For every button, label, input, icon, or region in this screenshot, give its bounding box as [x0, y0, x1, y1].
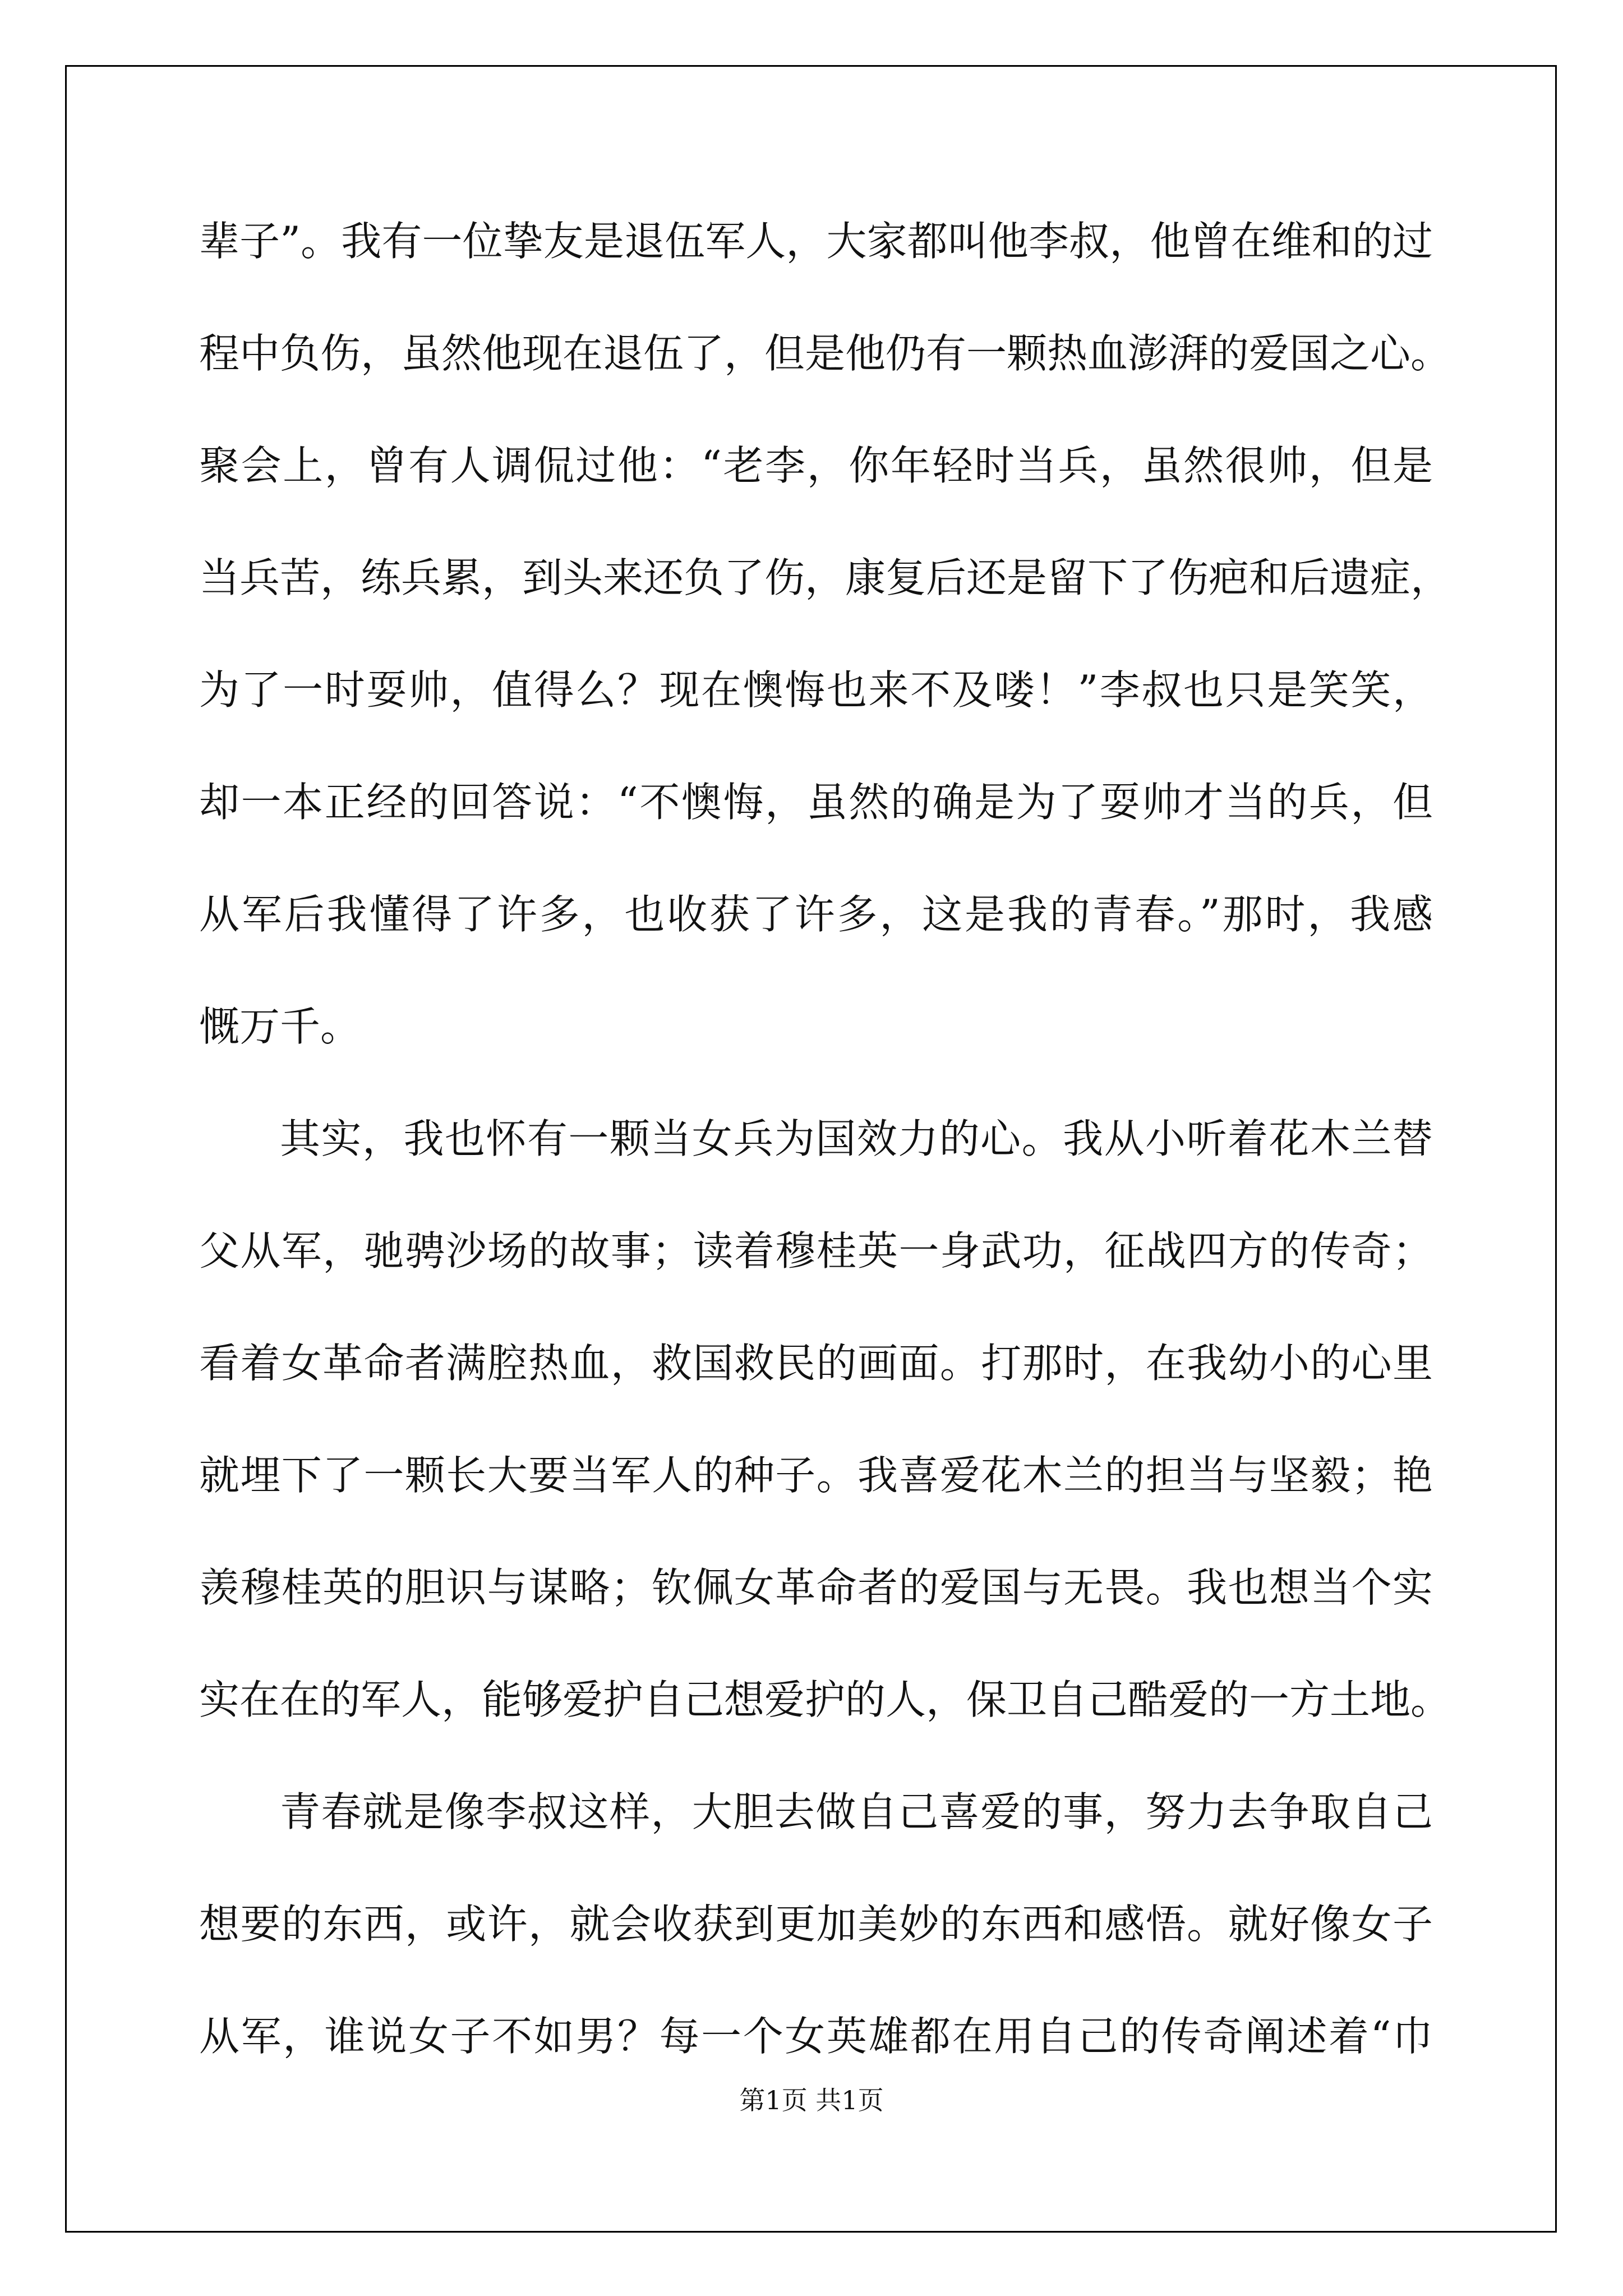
text-line-13: 羡穆桂英的胆识与谋略；钦佩女革命者的爱国与无畏。我也想当个实: [199, 1564, 1433, 1611]
text-line-10: 父从军，驰骋沙场的故事；读着穆桂英一身武功，征战四方的传奇；: [199, 1227, 1433, 1274]
text-line-12: 就埋下了一颗长大要当军人的种子。我喜爱花木兰的担当与坚毅；艳: [199, 1452, 1433, 1499]
text-line-11: 看着女革命者满腔热血，救国救民的画面。打那时，在我幼小的心里: [199, 1340, 1433, 1387]
text-line-7: 从军后我懂得了许多，也收获了许多，这是我的青春。”那时，我感: [199, 891, 1433, 938]
text-line-15: 青春就是像李叔这样，大胆去做自己喜爱的事，努力去争取自己: [280, 1788, 1433, 1835]
text-line-8: 慨万千。: [199, 1003, 361, 1050]
text-line-6: 却一本正经的回答说：“不懊悔，虽然的确是为了耍帅才当的兵，但: [199, 779, 1433, 826]
text-line-16: 想要的东西，或许，就会收获到更加美妙的东西和感悟。就好像女子: [199, 1901, 1433, 1948]
text-line-17: 从军，谁说女子不如男？每一个女英雄都在用自己的传奇阐述着“巾: [199, 2013, 1433, 2060]
text-line-14: 实在在的军人，能够爱护自己想爱护的人，保卫自己酷爱的一方土地。: [199, 1676, 1451, 1723]
text-line-2: 程中负伤，虽然他现在退伍了，但是他仍有一颗热血澎湃的爱国之心。: [199, 330, 1451, 377]
text-line-5: 为了一时耍帅，值得么？现在懊悔也来不及喽！”李叔也只是笑笑，: [199, 666, 1433, 714]
page-footer: 第1页 共1页: [739, 2085, 884, 2115]
text-line-1: 辈子”。我有一位挚友是退伍军人，大家都叫他李叔，他曾在维和的过: [199, 218, 1433, 265]
text-line-3: 聚会上，曾有人调侃过他：“老李，你年轻时当兵，虽然很帅，但是: [199, 442, 1433, 489]
text-line-4: 当兵苦，练兵累，到头来还负了伤，康复后还是留下了伤疤和后遗症，: [199, 554, 1451, 601]
text-line-9: 其实，我也怀有一颗当女兵为国效力的心。我从小听着花木兰替: [280, 1115, 1433, 1162]
